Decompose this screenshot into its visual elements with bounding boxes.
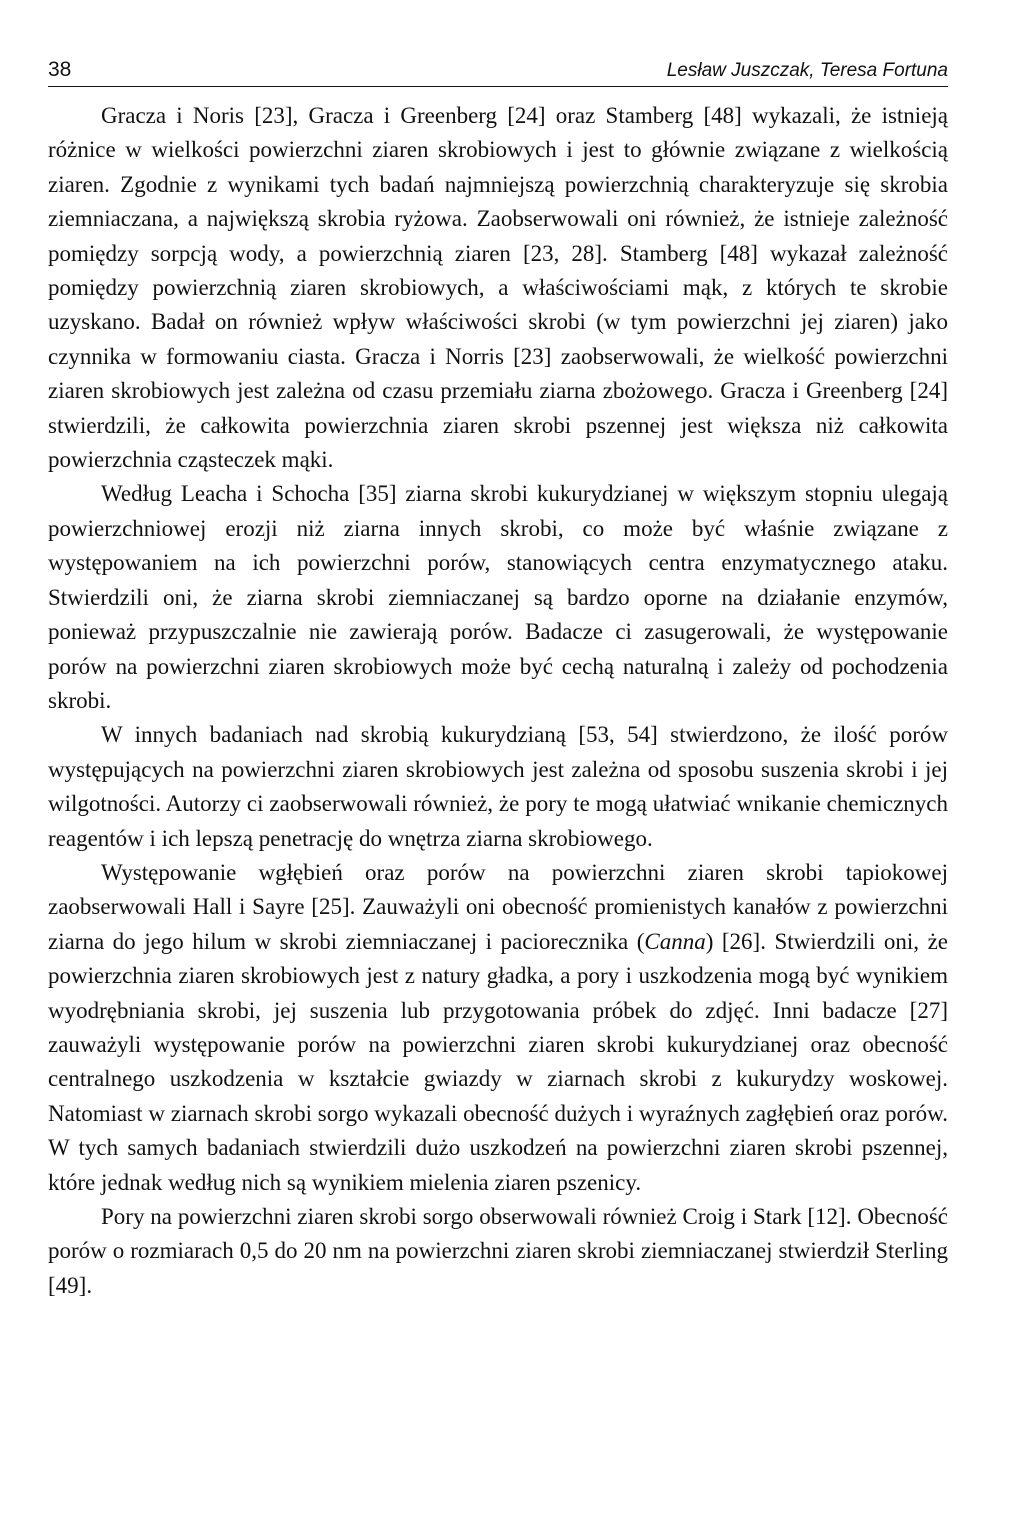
paragraph-sorgo-pores: Pory na powierzchni ziaren skrobi sorgo obserwowali również Croig i Stark [12]. Obecność porów o rozmiarach 0,5 do 20 nm na powierzchni ziaren skrobi ziemniaczanej stwierdził Sterling [49]. xyxy=(48,1204,948,1298)
document-page xyxy=(48,56,948,1303)
paragraph-corn-starch-pores: W innych badaniach nad skrobią kukurydzianą [53, 54] stwierdzono, że ilość porów występujących na powierzchni ziaren skrobiowych jest zależna od sposobu suszenia skrobi i jej wilgotności. Autorzy ci zaobserwowali również, że pory te mogą ułatwiać wnikanie chemicznych reagentów i ich lepszą penetrację do wnętrza ziarna skrobiowego. xyxy=(48,722,948,851)
running-head-authors: Lesław Juszczak, Teresa Fortuna xyxy=(666,60,948,81)
paragraph-text-part: ) [26]. Stwierdzili oni, że powierzchnia ziaren skrobiowych jest z natury gładka, a pory i uszkodzenia mogą być wynikiem wyodrębniania skrobi, jej suszenia lub przygotowania próbek do zdjęć. Inni badacze [27] zauważyli występowanie porów na powierzchni ziaren skrobi kukurydzianej oraz obecność centralnego uszkodzenia w kształcie gwiazdy w ziarnach skrobi z kukurydzy woskowej. Natomiast w ziarnach skrobi sorgo wykazali obecność dużych i wyraźnych zagłębień oraz porów. W tych samych badaniach stwierdzili dużo uszkodzeń na powierzchni ziaren skrobi pszennej, które jednak według nich są wynikiem mielenia ziaren pszenicy. xyxy=(48,928,948,1195)
paragraph-text-part: Występowanie wgłębień oraz porów na powierzchni ziaren skrobi tapiokowej zaobserwowali Hall i Sayre [25]. Zauważyli oni obecność promienistych kanałów z powierzchni ziarna do jego hilum w skrobi ziemniaczanej i paciorecznika ( xyxy=(48,859,948,954)
body-text xyxy=(48,99,948,1303)
page-header xyxy=(48,56,948,87)
paragraph-tapioca-pores xyxy=(48,856,948,1200)
page-number: 38 xyxy=(48,58,72,81)
paragraph-surface-area: Gracza i Noris [23], Gracza i Greenberg [24] oraz Stamberg [48] wykazali, że istnieją różnice w wielkości powierzchni ziaren skrobiowych i jest to głównie związane z wielkością ziaren. Zgodnie z wynikami tych badań najmniejszą powierzchnią charakteryzuje się skrobia ziemniaczana, a największą skrobia ryżowa. Zaobserwowali oni również, że istnieje zależność pomiędzy sorpcją wody, a powierzchnią ziaren [23, 28]. Stamberg [48] wykazał zależność pomiędzy powierzchnią ziaren skrobiowych, a właściwościami mąk, z których te skrobie uzyskano. Badał on również wpływ właściwości skrobi (w tym powierzchni jej ziaren) jako czynnika w formowaniu ciasta. Gracza i Norris [23] zaobserwowali, że wielkość powierzchni ziaren skrobiowych jest zależna od czasu przemiału ziarna zbożowego. Gracza i Greenberg [24] stwierdzili, że całkowita powierzchnia ziaren skrobi pszennej jest większa niż całkowita powierzchnia cząsteczek mąki. xyxy=(48,103,948,473)
italic-term: Canna xyxy=(644,928,706,954)
paragraph-surface-erosion: Według Leacha i Schocha [35] ziarna skrobi kukurydzianej w większym stopniu ulegają powierzchniowej erozji niż ziarna innych skrobi, co może być właśnie związane z występowaniem na ich powierzchni porów, stanowiących centra enzymatycznego ataku. Stwierdzili oni, że ziarna skrobi ziemniaczanej są bardzo oporne na działanie enzymów, ponieważ przypuszczalnie nie zawierają porów. Badacze ci zasugerowali, że występowanie porów na powierzchni ziaren skrobiowych może być cechą naturalną i zależy od pochodzenia skrobi. xyxy=(48,481,948,713)
